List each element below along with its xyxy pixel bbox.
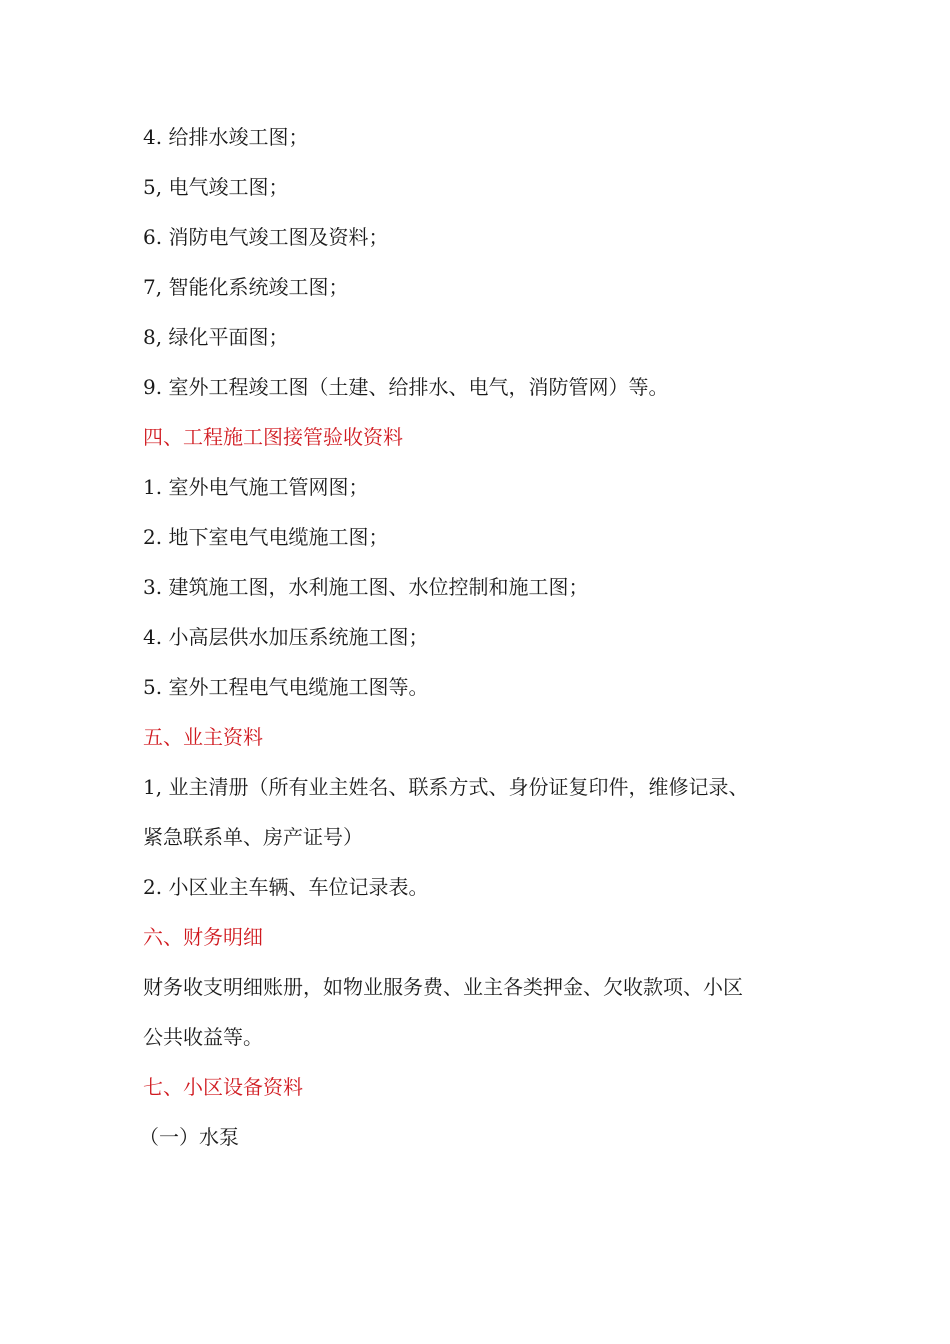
list-item-outdoor-cable-drawings: 5. 室外工程电气电缆施工图等。: [143, 675, 429, 699]
section-heading-financial-details: 六、财务明细: [143, 925, 263, 949]
list-item-owner-register-continued: 紧急联系单、房产证号）: [143, 825, 363, 849]
subheading-water-pump: （一）水泵: [139, 1125, 239, 1149]
list-item-electrical-drawings: 5, 电气竣工图；: [143, 175, 289, 199]
paragraph-financial-ledger-continued: 公共收益等。: [143, 1025, 263, 1049]
list-item-outdoor-electrical-network: 1. 室外电气施工管网图；: [143, 475, 369, 499]
list-item-vehicle-parking-record: 2. 小区业主车辆、车位记录表。: [143, 875, 429, 899]
list-item-intelligent-system-drawings: 7, 智能化系统竣工图；: [143, 275, 349, 299]
paragraph-financial-ledger: 财务收支明细账册，如物业服务费、业主各类押金、欠收款项、小区: [143, 975, 743, 999]
list-item-greening-plan: 8, 绿化平面图；: [143, 325, 289, 349]
list-item-water-pressure-system: 4. 小高层供水加压系统施工图；: [143, 625, 429, 649]
list-item-drainage-drawings: 4. 给排水竣工图；: [143, 125, 309, 149]
list-item-owner-register: 1, 业主清册（所有业主姓名、联系方式、身份证复印件，维修记录、: [143, 775, 749, 799]
section-heading-construction-drawings: 四、工程施工图接管验收资料: [143, 425, 403, 449]
section-heading-equipment-data: 七、小区设备资料: [143, 1075, 303, 1099]
list-item-fire-electrical-drawings: 6. 消防电气竣工图及资料；: [143, 225, 389, 249]
list-item-basement-cable-drawings: 2. 地下室电气电缆施工图；: [143, 525, 389, 549]
section-heading-owner-data: 五、业主资料: [143, 725, 263, 749]
list-item-building-water-drawings: 3. 建筑施工图，水利施工图、水位控制和施工图；: [143, 575, 589, 599]
document-body: [139, 112, 803, 1162]
list-item-outdoor-works-drawings: 9. 室外工程竣工图（土建、给排水、电气，消防管网）等。: [143, 375, 669, 399]
